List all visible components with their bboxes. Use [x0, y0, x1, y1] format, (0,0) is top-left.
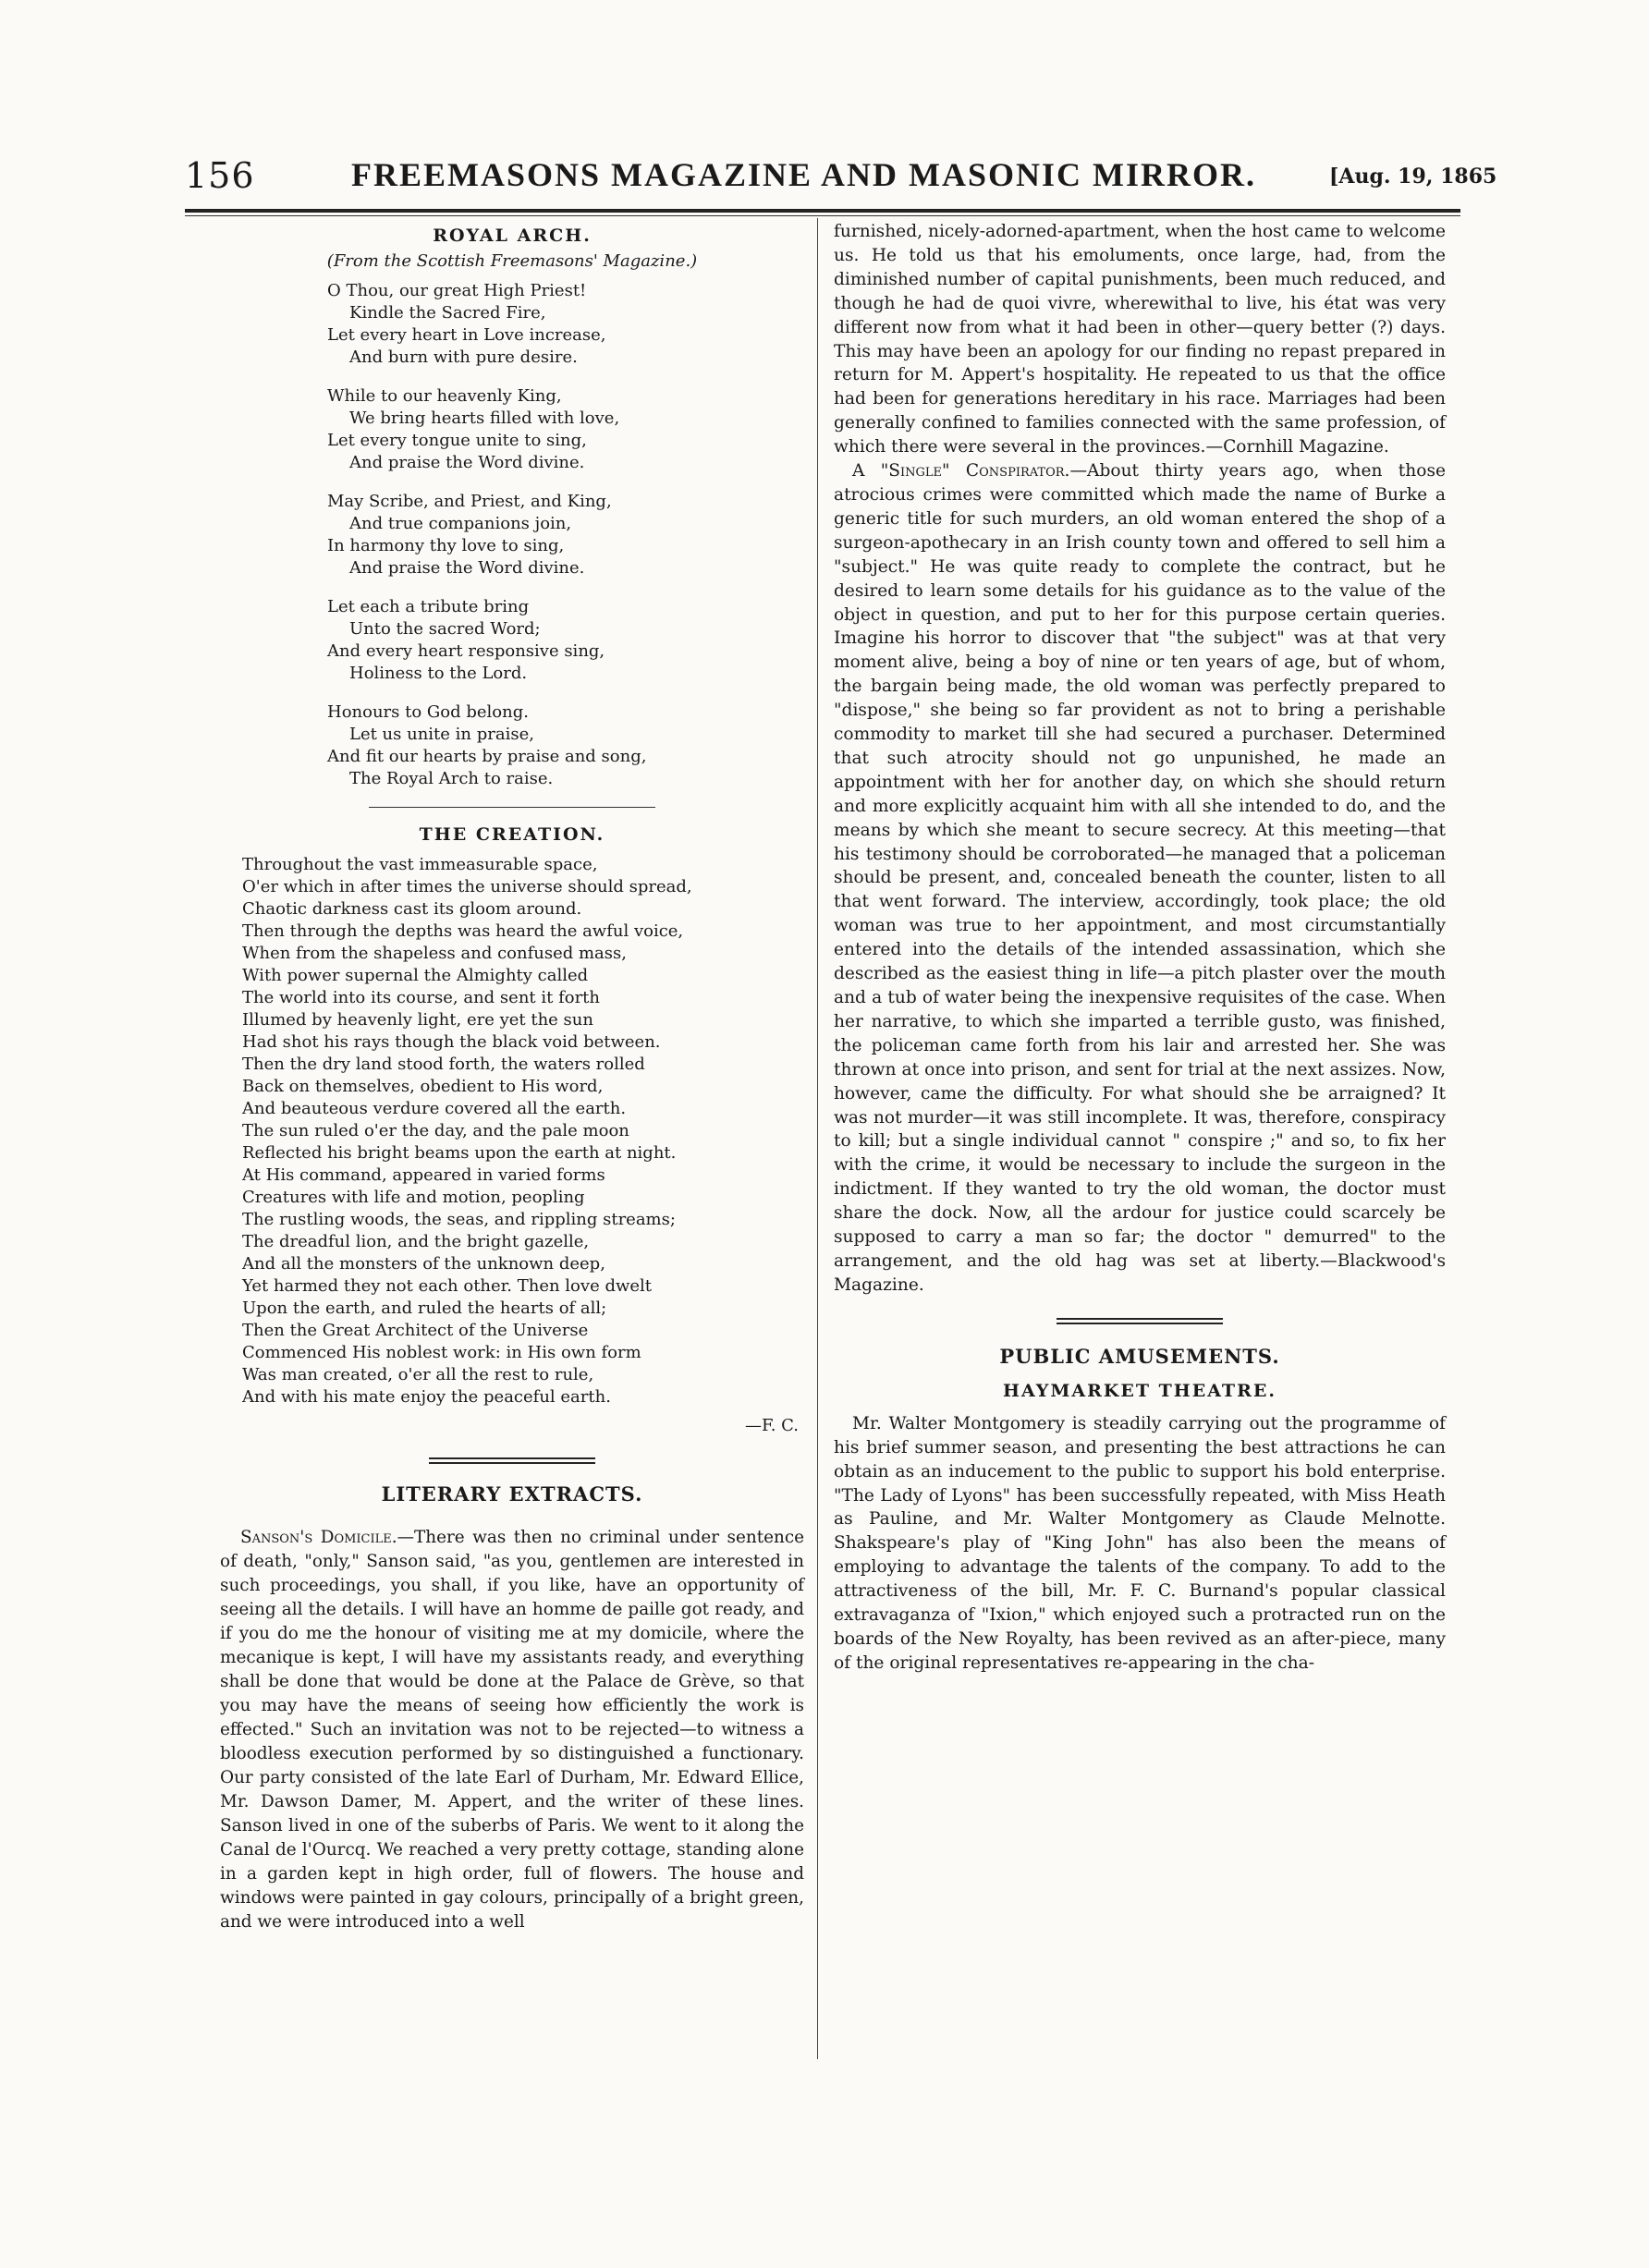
poem-line: O'er which in after times the universe should spread, [242, 877, 692, 896]
public-amusements-title: PUBLIC AMUSEMENTS. [999, 1344, 1280, 1368]
stanza [327, 701, 804, 790]
poem-line: And every heart responsive sing, [327, 641, 605, 661]
poem-line: Honours to God belong. [327, 702, 529, 722]
poem-line: Kindle the Sacred Fire, [349, 303, 546, 323]
publication-title: FREEMASONS MAGAZINE AND MASONIC MIRROR. [351, 156, 1257, 193]
poem-line: We bring hearts filled with love, [349, 408, 620, 428]
poem-line: The rustling woods, the seas, and rippling streams; [242, 1210, 676, 1229]
poem-line: When from the shapeless and confused mass, [242, 944, 627, 963]
poem-line: Chaotic darkness cast its gloom around. [242, 899, 582, 919]
poem-line: O Thou, our great High Priest! [327, 281, 587, 300]
sanson-paragraph [220, 1526, 804, 1934]
poem-line: Creatures with life and motion, peopling [242, 1188, 585, 1207]
poem-line: Upon the earth, and ruled the hearts of all; [242, 1299, 607, 1318]
conspirator-text: —About thirty years ago, when those atrocious crimes were committed which made the name of Burke a generic title for such murders, an old woman entered the shop of a surgeon-apothecary in an Irish county town and offered to sell him a "subject." He was quite ready to complete the contract, but he desired to learn some details for his guidance as to the value of the object in question, and put to her for this purpose certain queries. Imagine his horror to discover that "the subject" was at that very moment alive, being a boy of nine or ten years of age, but of whom, the bargain being made, the old woman was perfectly prepared to "dispose," she being so far provident as not to bring a perishable commodity to market till she had secured a purchaser. Determined that such atrocity should not go unpunished, he made an appointment with her for another day, on which she should return and more explicitly acquaint him with all she intended to do, and the means by which she meant to secure secrecy. At this meeting—that his testimony should be corroborated—he managed that a policeman should be present, and, concealed beneath the counter, listen to all that went forward. The interview, accordingly, took place; the old woman was true to her appointment, and most circumstantially entered into the details of the intended assassination, which she described as the easiest thing in life—a pitch plaster over the mouth and a tub of water being the inexpensive requisites of the case. When her narrative, to which she imparted a terrible gusto, was finished, the policeman came forth from his lair and arrested her. She was thrown at once into prison, and sent for trial at the next assizes. Now, however, came the difficulty. For what should she be arraigned? It was not murder—it was still incomplete. It was, therefore, conspiracy to kill; but a single individual cannot " conspire ;" and so, to fix her with the crime, it would be necessary to include the surgeon in the indictment. If they wanted to try the old woman, the doctor must share the dock. Now, all the ardour for justice could scarcely be supposed to carry a man so far; the doctor " demurred" to the arrangement, and the old hag was set at liberty.—Blackwood's Magazine. [834, 461, 1446, 1295]
stanza [327, 385, 804, 474]
haymarket-title: HAYMARKET THEATRE. [1003, 1380, 1276, 1401]
poem-line: Then through the depths was heard the awful voice, [242, 921, 684, 941]
masthead [0, 155, 1649, 211]
sanson-continuation: furnished, nicely-adorned-apartment, when the host came to welcome us. He told us that his emoluments, once large, had, from the diminished number of capital punishments, been much reduced, and though he had de quoi vivre, wherewithal to live, his état was very different now from what it had been in other—query better (?) days. This may have been an apology for our finding no repast prepared in return for M. Appert's hospitality. He repeated to us that the office had been for generations hereditary in his race. Marriages had been generally confined to families connected with the same profession, of which there were several in the provinces.—Cornhill Magazine. [834, 222, 1446, 457]
poem-line: And burn with pure desire. [349, 348, 578, 367]
poem-line: And true companions join, [349, 514, 572, 533]
creation-title: THE CREATION. [419, 824, 605, 845]
poem-line: Let us unite in praise, [349, 725, 534, 744]
royal-arch-title: ROYAL ARCH. [433, 226, 592, 246]
right-column [834, 220, 1446, 1676]
poem-line: And praise the Word divine. [349, 453, 585, 472]
poem-line: The sun ruled o'er the day, and the pale moon [242, 1121, 629, 1140]
poem-line: The world into its course, and sent it forth [242, 988, 601, 1007]
poem-line: Throughout the vast immeasurable space, [242, 855, 598, 874]
haymarket-paragraph: Mr. Walter Montgomery is steadily carrying out the programme of his brief summer season, and presenting the best attractions he can obtain as an inducement to the public to support his bold enterprise. "The Lady of Lyons" has been successfully repeated, with Miss Heath as Pauline, and Mr. Walter Montgomery as Claude Melnotte. Shakspeare's play of "King John" has also been the means of employing to advantage the talents of the company. To add to the attractiveness of the bill, Mr. F. C. Burnand's popular classical extravaganza of "Ixion," which enjoyed such a protracted run on the boards of the New Royalty, has been revived as an after-piece, many of the original representatives re-appearing in the cha- [834, 1413, 1446, 1673]
poem-line: Back on themselves, obedient to His word, [242, 1077, 604, 1096]
poem-line: Yet harmed they not each other. Then love dwelt [242, 1276, 653, 1296]
poem-line: Holiness to the Lord. [349, 664, 528, 683]
column-divider [817, 218, 818, 2059]
poem-line: The Royal Arch to raise. [349, 769, 554, 788]
poem-line: In harmony thy love to sing, [327, 536, 565, 555]
sanson-lead: Sanson's Domicile. [240, 1528, 397, 1547]
poem-line: The dreadful lion, and the bright gazelle, [242, 1232, 590, 1251]
left-column [220, 226, 804, 1934]
poem-line: At His command, appeared in varied forms [242, 1165, 605, 1185]
poem-line: Had shot his rays though the black void between. [242, 1032, 661, 1052]
poem-signature: —F. C. [745, 1416, 799, 1435]
poem-line: Let each a tribute bring [327, 597, 530, 616]
stanza [327, 491, 804, 579]
poem-line: Illumed by heavenly light, ere yet the sun [242, 1010, 593, 1030]
poem-line: And praise the Word divine. [349, 558, 585, 578]
poem-line: And all the monsters of the unknown deep, [242, 1254, 605, 1274]
literary-extracts-title: LITERARY EXTRACTS. [381, 1482, 643, 1506]
conspirator-paragraph [834, 459, 1446, 1298]
double-rule [1057, 1318, 1223, 1324]
poem-line: Unto the sacred Word; [349, 619, 541, 639]
page-number: 156 [185, 155, 255, 196]
poem-line: Then the Great Architect of the Universe [242, 1321, 589, 1340]
poem-line: Reflected his bright beams upon the earth at night. [242, 1143, 677, 1163]
masthead-rule [185, 209, 1460, 213]
poem-line: And beauteous verdure covered all the earth. [242, 1099, 627, 1118]
poem-line: Let every tongue unite to sing, [327, 431, 587, 450]
conspirator-lead: A "Single" Conspirator. [852, 461, 1070, 482]
creation-poem [242, 854, 804, 1408]
double-rule [429, 1457, 595, 1464]
masthead-rule-thin [185, 215, 1460, 216]
poem-line: Commenced His noblest work: in His own form [242, 1343, 641, 1362]
poem-line: And with his mate enjoy the peaceful earth. [242, 1387, 611, 1407]
poem-line: Was man created, o'er all the rest to rule, [242, 1365, 594, 1384]
issue-date: [Aug. 19, 1865 [1329, 165, 1497, 189]
stanza [327, 596, 804, 685]
poem-line: Let every heart in Love increase, [327, 325, 606, 345]
poem-line: And fit our hearts by praise and song, [327, 747, 647, 766]
poem-line: With power supernal the Almighty called [242, 966, 589, 985]
stanza [327, 280, 804, 369]
poem-line: Then the dry land stood forth, the waters rolled [242, 1055, 645, 1074]
poem-line: While to our heavenly King, [327, 386, 562, 406]
royal-arch-source: (From the Scottish Freemasons' Magazine.) [326, 251, 698, 271]
sanson-text: —There was then no criminal under sentence of death, "only," Sanson said, "as you, gentlemen are interested in such proceedings, you shall, if you like, have an opportunity of seeing all the details. I will have an homme de paille got ready, and if you do me the honour of visiting me at my domicile, where the mecanique is kept, I will have my assistants ready, and everything shall be done that would be done at the Palace de Grève, so that you may have the means of seeing how efficiently the work is effected." Such an invitation was not to be rejected—to witness a bloodless execution performed by so distinguished a functionary. Our party consisted of the late Earl of Durham, Mr. Edward Ellice, Mr. Dawson Damer, M. Appert, and the writer of these lines. Sanson lived in one of the suberbs of Paris. We went to it along the Canal de l'Ourcq. We reached a very pretty cottage, standing alone in a garden kept in high order, full of flowers. The house and windows were painted in gay colours, principally of a bright green, and we were introduced into a well [220, 1528, 804, 1932]
poem-line: May Scribe, and Priest, and King, [327, 492, 612, 511]
section-rule [369, 807, 655, 808]
